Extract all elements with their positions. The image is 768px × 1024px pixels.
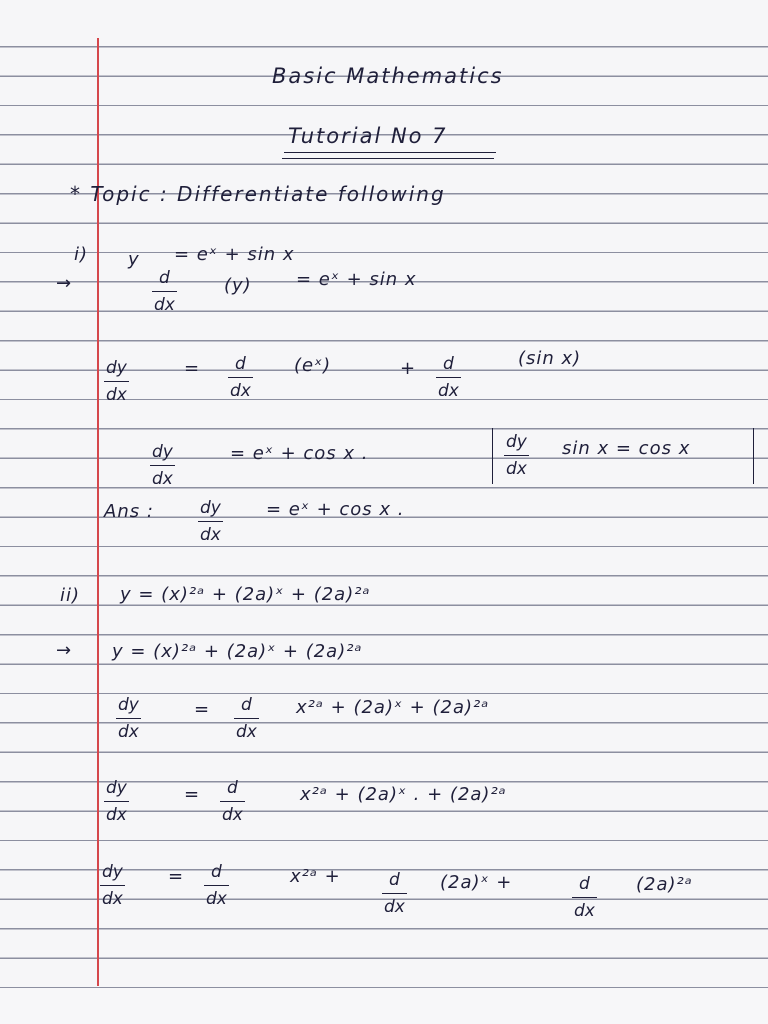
frac-bar: [504, 455, 529, 456]
step2-plus: +: [400, 358, 417, 379]
frac-den: dx: [106, 805, 127, 826]
frac-den: dx: [200, 525, 221, 546]
frac-bar: [104, 801, 129, 802]
frac-num: d: [235, 354, 246, 374]
step1-rhs: = eˣ + sin x: [296, 269, 417, 290]
frac-d-dx-p2b: [220, 780, 245, 824]
frac-num: d: [579, 874, 590, 894]
frac-bar: [116, 718, 141, 719]
note-rhs: sin x = cos x: [562, 438, 691, 459]
frac-bar: [152, 291, 177, 292]
frac-den: dx: [106, 385, 127, 406]
problem1-label: i): [74, 244, 89, 265]
frac-num: d: [241, 695, 252, 715]
arrow-1: →: [56, 273, 73, 294]
problem1-y: y: [128, 249, 140, 270]
frac-num: dy: [200, 498, 221, 518]
frac-dy-dx-p2c: [100, 864, 125, 908]
problem2-line1: y = (x)²ᵃ + (2a)ˣ + (2a)²ᵃ: [120, 584, 371, 605]
margin-line: [97, 38, 99, 986]
frac-num: d: [227, 778, 238, 798]
step2-sinx: (sin x): [518, 348, 582, 369]
frac-den: dx: [384, 897, 405, 918]
problem1-statement: = eˣ + sin x: [174, 244, 295, 265]
problem2-line2: y = (x)²ᵃ + (2a)ˣ + (2a)²ᵃ: [112, 641, 363, 662]
p2c-part-a: x²ᵃ +: [290, 866, 341, 887]
subtitle-underline-1: [284, 152, 496, 153]
frac-num: d: [443, 354, 454, 374]
frac-d-dx-3: [436, 356, 461, 400]
frac-den: dx: [574, 901, 595, 922]
frac-bar: [234, 718, 259, 719]
frac-den: dx: [154, 295, 175, 316]
frac-dy-dx-note: [504, 434, 529, 478]
frac-bar: [104, 381, 129, 382]
topic-line: * Topic : Differentiate following: [70, 182, 446, 206]
frac-dy-dx-2: [104, 360, 129, 404]
step2-ex: (eˣ): [294, 355, 332, 376]
frac-den: dx: [206, 889, 227, 910]
page-title: Basic Mathematics: [272, 64, 504, 88]
frac-num: dy: [152, 442, 173, 462]
p2c-part-b: (2a)ˣ +: [440, 872, 513, 893]
p2a-eq: =: [194, 699, 211, 720]
frac-num: dy: [106, 778, 127, 798]
frac-d-dx-p2c3: [572, 876, 597, 920]
frac-num: d: [389, 870, 400, 890]
frac-dy-dx-p2a: [116, 697, 141, 741]
frac-d-dx-2: [228, 356, 253, 400]
frac-num: d: [159, 268, 170, 288]
p2c-part-c: (2a)²ᵃ: [636, 874, 693, 895]
frac-bar: [382, 893, 407, 894]
frac-bar: [220, 801, 245, 802]
frac-dy-dx-3: [150, 444, 175, 488]
frac-dy-dx-p2b: [104, 780, 129, 824]
frac-num: dy: [102, 862, 123, 882]
problem2-label: ii): [60, 585, 81, 606]
p2b-eq: =: [184, 784, 201, 805]
frac-den: dx: [438, 381, 459, 402]
frac-num: dy: [506, 432, 527, 452]
subtitle-underline-2: [282, 158, 494, 159]
step2-eq: =: [184, 358, 201, 379]
page-bottom: [0, 988, 768, 1024]
frac-bar: [436, 377, 461, 378]
frac-d-dx-p2a: [234, 697, 259, 741]
answer-label: Ans :: [104, 501, 154, 522]
frac-den: dx: [506, 459, 527, 480]
frac-den: dx: [102, 889, 123, 910]
frac-den: dx: [222, 805, 243, 826]
page-subtitle: Tutorial No 7: [288, 124, 448, 148]
p2a-rhs: x²ᵃ + (2a)ˣ + (2a)²ᵃ: [296, 697, 490, 718]
frac-bar: [198, 521, 223, 522]
frac-den: dx: [118, 722, 139, 743]
step3-rhs: = eˣ + cos x .: [230, 443, 369, 464]
frac-bar: [100, 885, 125, 886]
frac-d-dx-p2c2: [382, 872, 407, 916]
frac-bar: [572, 897, 597, 898]
frac-bar: [204, 885, 229, 886]
frac-bar: [228, 377, 253, 378]
frac-d-dx-p2c1: [204, 864, 229, 908]
frac-den: dx: [152, 469, 173, 490]
frac-num: dy: [118, 695, 139, 715]
p2c-eq: =: [168, 866, 185, 887]
frac-d-dx-1: [152, 270, 177, 314]
frac-den: dx: [236, 722, 257, 743]
p2b-rhs: x²ᵃ + (2a)ˣ . + (2a)²ᵃ: [300, 784, 507, 805]
step1-op: (y): [224, 275, 252, 296]
arrow-2: →: [56, 640, 73, 661]
answer-rhs: = eˣ + cos x .: [266, 499, 405, 520]
frac-bar: [150, 465, 175, 466]
frac-dy-dx-ans: [198, 500, 223, 544]
frac-num: d: [211, 862, 222, 882]
frac-den: dx: [230, 381, 251, 402]
frac-num: dy: [106, 358, 127, 378]
